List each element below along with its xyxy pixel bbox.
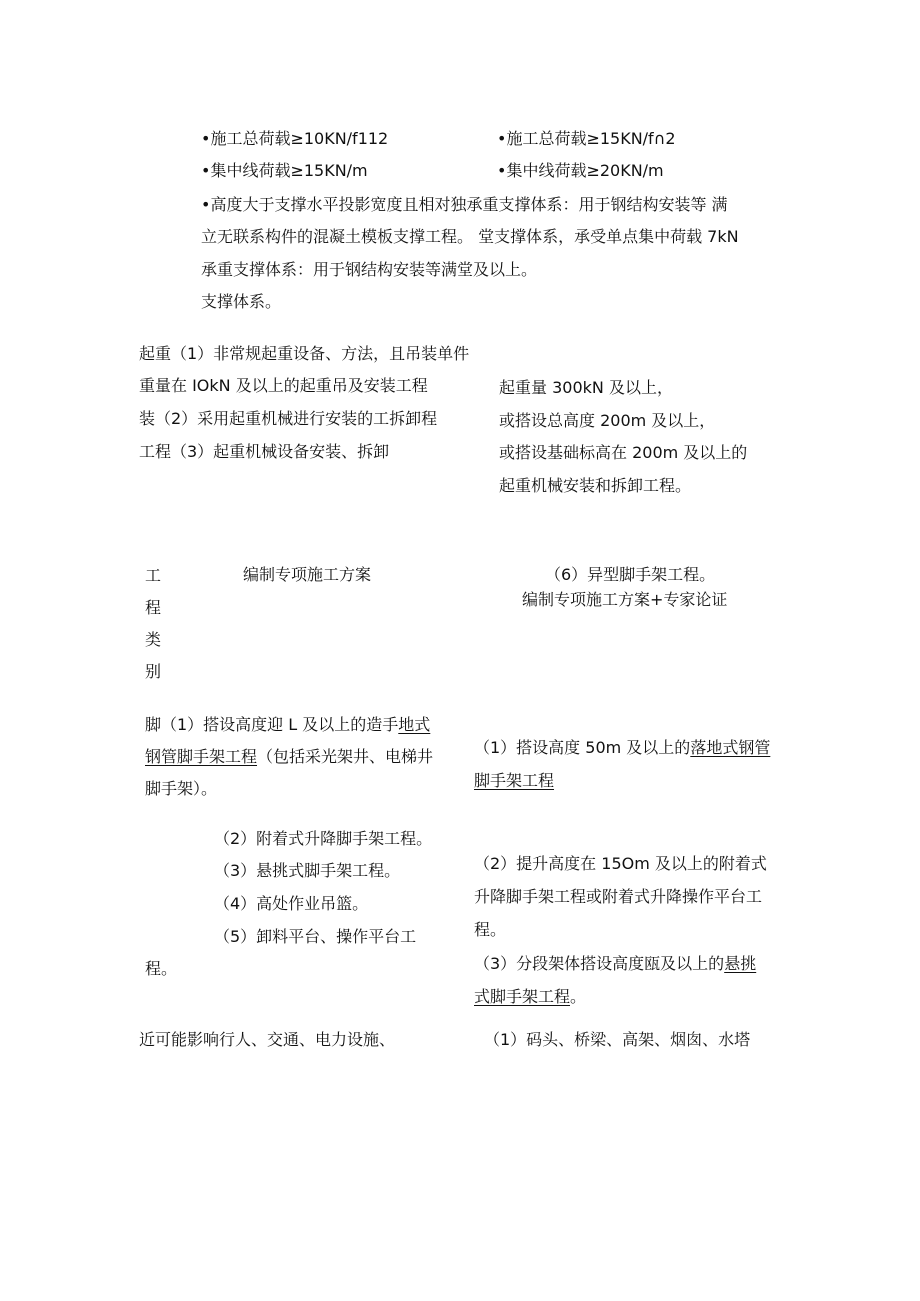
- bottom-right: （1）码头、桥梁、高架、烟囱、水塔: [484, 1030, 751, 1049]
- scaffold-left-1: [145, 717, 430, 733]
- scaffold-right-5: 程。: [474, 920, 507, 939]
- scaffold-item-2: （2）附着式升降脚手架工程。: [214, 829, 433, 848]
- height-line-4: 支撑体系。: [201, 292, 282, 311]
- lifting-right-1: 起重量 300kN 及以上，: [499, 378, 673, 397]
- height-line-2: 立无联系构件的混凝土模板支撑工程。 堂支撑体系，承受单点集中荷载 7kN: [201, 227, 739, 246]
- scaffold-right-7: [474, 989, 586, 1005]
- scaffold-right-7-text: 。: [570, 987, 587, 1006]
- category-char-3: 类: [145, 630, 162, 649]
- lifting-right-2: 或搭设总高度 200m 及以上，: [499, 411, 716, 430]
- bottom-left: 近可能影响行人、交通、电力设施、: [139, 1030, 396, 1049]
- scaffold-left-2: [145, 749, 433, 765]
- scaffold-left-2-underlined: 钢管脚手架工程: [145, 747, 258, 766]
- scaffold-right-4: 升降脚手架工程或附着式升降操作平台工: [474, 887, 763, 906]
- scaffold-right-2: [474, 773, 554, 789]
- scaffold-right-6: [474, 956, 756, 972]
- line-load-right: •集中线荷载≥20KN∕m: [497, 161, 664, 180]
- scaffold-item-5: （5）卸料平台、操作平台工: [214, 927, 417, 946]
- scaffold-left-1-underlined: 地式: [398, 715, 431, 734]
- column-plan-header: 编制专项施工方案: [243, 565, 372, 584]
- scaffold-right-3: （2）提升高度在 15Om 及以上的附着式: [474, 854, 767, 873]
- category-char-2: 程: [145, 598, 162, 617]
- scaffold-item-3: （3）悬挑式脚手架工程。: [214, 861, 401, 880]
- column-plan-expert-header: 编制专项施工方案+专家论证: [522, 590, 728, 609]
- scaffold-left-3: 脚手架）。: [145, 779, 218, 798]
- scaffold-right-1-underlined: 落地式钢管: [690, 738, 771, 757]
- height-line-3: 承重支撑体系：用于钢结构安装等满堂及以上。: [201, 260, 538, 279]
- scaffold-right-2-underlined: 脚手架工程: [474, 771, 555, 790]
- scaffold-right-7-underlined: 式脚手架工程: [474, 987, 571, 1006]
- scaffold-left-1-text: 脚（1）搭设高度迎 L 及以上的造手: [145, 715, 399, 734]
- lifting-right-4: 起重机械安装和拆卸工程。: [499, 476, 692, 495]
- scaffold-item-4: （4）高处作业吊篮。: [214, 894, 369, 913]
- scaffold-right-1: [474, 740, 770, 756]
- scaffold-left-2-text: （包括采光架井、电梯井: [257, 747, 434, 766]
- lifting-right-3: 或搭设基础标高在 200m 及以上的: [499, 443, 748, 462]
- height-line-1: •高度大于支撑水平投影宽度且相对独承重支撑体系：用于钢结构安装等 满: [201, 195, 728, 214]
- scaffold-right-1-text: （1）搭设高度 50m 及以上的: [474, 738, 691, 757]
- line-load-left: •集中线荷载≥15KN∕m: [201, 161, 368, 180]
- lifting-left-2: 重量在 IOkN 及以上的起重吊及安装工程: [139, 376, 428, 395]
- item-6: （6）异型脚手架工程。: [545, 565, 716, 584]
- category-char-4: 别: [145, 662, 162, 681]
- scaffold-right-6-text: （3）分段架体搭设高度瓯及以上的: [474, 954, 725, 973]
- category-char-1: 工: [145, 566, 162, 585]
- load-right: •施工总荷载≥15KN∕f∩2: [497, 129, 676, 148]
- scaffold-item-5-cont: 程。: [145, 959, 178, 978]
- lifting-left-1: 起重（1）非常规起重设备、方法，且吊装单件: [139, 344, 470, 363]
- lifting-left-4: 工程（3）起重机械设备安装、拆卸: [139, 442, 390, 461]
- load-left: •施工总荷载≥10KN∕f112: [201, 129, 389, 148]
- scaffold-right-6-underlined: 悬挑: [724, 954, 757, 973]
- lifting-left-3: 装（2）采用起重机械进行安装的工拆卸程: [139, 409, 438, 428]
